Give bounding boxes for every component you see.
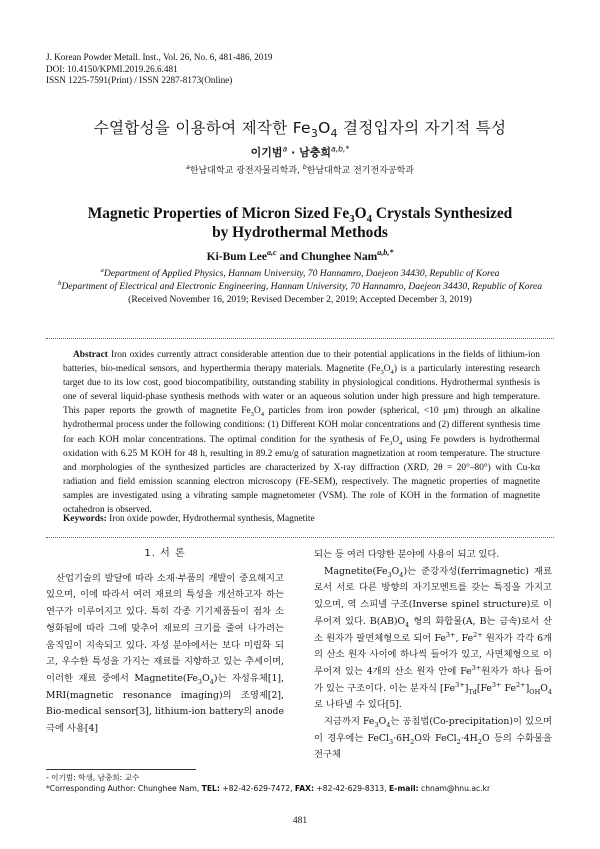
body-paragraph bbox=[46, 571, 284, 738]
superscript: 3+ bbox=[455, 680, 465, 689]
footnotes bbox=[46, 772, 490, 794]
subscript: 2 bbox=[410, 737, 415, 746]
footnote-text: *Corresponding Author: Chunghee Nam, bbox=[46, 784, 202, 793]
body-text: 로 나타낼 수 있다[5]. bbox=[314, 699, 402, 711]
body-text: )는 준강자성(ferrimagnetic) 재료로서 서로 다른 방향의 자기모멘트를 갖는 특징을 가지고 있으며, 역 스피넬 구조(Inverse spinel structure)로 이루어져 있다. B(AB)O bbox=[314, 565, 552, 627]
abstract bbox=[63, 348, 540, 517]
affiliation-text: Department of Applied Physics, Hannam University, 70 Hannamro, Daejeon 34430, Republic of Korea bbox=[103, 268, 500, 279]
subscript: 3 bbox=[197, 677, 203, 686]
korean-title-part: O bbox=[318, 119, 331, 137]
footnote-corresponding bbox=[46, 783, 490, 794]
body-text: O bbox=[378, 716, 387, 728]
superscript: 3+ bbox=[471, 663, 482, 672]
abstract-label: Abstract bbox=[73, 350, 108, 360]
abstract-text: particles from iron powder (spherical, <10 μm) through an alkaline hydrothermal process under the following conditions: (1) Different KOH molar concentrations and (2) different synthesis time for each KOH molar concentrations. The optimal condition for the synthesis of Fe bbox=[63, 406, 540, 445]
english-authors bbox=[0, 248, 600, 263]
subscript: 3 bbox=[387, 570, 392, 579]
korean-title-part: 수열합성을 이용하여 제작한 Fe bbox=[93, 119, 311, 137]
korean-authors bbox=[0, 144, 600, 160]
subscript: 4 bbox=[547, 687, 553, 696]
journal-issn: ISSN 1225-7591(Print) / ISSN 2287-8173(Online) bbox=[46, 75, 233, 86]
email-text: chnam@hnu.ac.kr bbox=[418, 784, 491, 793]
body-paragraph bbox=[314, 564, 552, 714]
superscript: 3+ bbox=[491, 680, 502, 689]
keywords-text: Iron oxide powder, Hydrothermal synthesis, Magnetite bbox=[106, 514, 315, 524]
subscript: 4 bbox=[386, 720, 391, 729]
footnote-rule bbox=[46, 769, 196, 770]
body-text: Fe bbox=[501, 682, 517, 694]
body-text: O와 FeCl bbox=[414, 732, 457, 744]
subscript: 2 bbox=[456, 737, 461, 746]
subscript: 3 bbox=[388, 737, 394, 746]
affiliation-text: Department of Electrical and Electronic Engineering, Hannam University, 70 Hannamro, Daejeon 34430, Republic of Korea bbox=[61, 281, 543, 293]
korean-affiliations bbox=[0, 163, 600, 176]
body-text: 산업기술의 발달에 따라 소재·부품의 개발이 중요해지고 있으며, 이에 따라서 여러 재료의 특성을 개선하고자 하는 연구가 이루어지고 있다. 특히 각종 기기제품들이 점차 소형화됨에 따라 그에 맞추어 재료의 크기를 줄여 나가려는 움직임이 지속되고 있다. 자성 분야에서는 보다 미립화 되고, 우수한 특성을 가지는 재료를 지향하고 있는 추세이며, 이러한 재료 중에서 Magnetite(Fe bbox=[46, 572, 284, 684]
abstract-text: Iron oxides currently attract considerable attention due to their potential applications in the fields of lithium-ion batteries, bio-medical sensors, and hyperthermia therapy materials. Magnetite (Fe bbox=[63, 350, 540, 375]
affiliation-mark: b bbox=[57, 280, 62, 288]
affiliation-text: 한남대학교 광전자물리학과, bbox=[189, 166, 303, 176]
received-dates: (Received November 16, 2019; Revised December 2, 2019; Accepted December 3, 2019) bbox=[128, 294, 472, 306]
subscript: 4 bbox=[366, 213, 372, 226]
body-text: 원자가 하나 들어가 있는 구조이다. 이는 분자식 [Fe bbox=[314, 665, 553, 694]
subscript: 2 bbox=[477, 737, 482, 746]
subscript: 4 bbox=[209, 677, 214, 686]
subscript: 3 bbox=[349, 213, 355, 226]
author-name: Chunghee Nam bbox=[300, 251, 378, 263]
abstract-text: O bbox=[253, 406, 261, 417]
body-text: 원자가 각각 6개의 산소 원자 사이에 하나씩 들어가 있고, 사면체형으로 이루어져 있는 4개의 산소 원자 안에 Fe bbox=[314, 632, 552, 677]
affiliation-mark: a bbox=[100, 266, 104, 274]
subscript: 4 bbox=[390, 368, 394, 376]
footnote-text: +82-42-629-7472, bbox=[219, 784, 295, 793]
author-name: 이기범 bbox=[250, 146, 283, 159]
journal-header bbox=[46, 52, 273, 87]
english-title-line2: by Hydrothermal Methods bbox=[212, 224, 388, 241]
subscript: 4 bbox=[260, 411, 265, 419]
body-text: O bbox=[391, 565, 400, 577]
subscript: 3 bbox=[389, 439, 393, 447]
korean-title-part: 결정입자의 자기적 특성 bbox=[337, 119, 507, 137]
english-title-line1 bbox=[0, 204, 600, 226]
footnote-text: +82-42-629-8313, bbox=[314, 784, 389, 793]
body-text: O bbox=[540, 682, 548, 694]
journal-doi: DOI: 10.4150/KPMI.2019.26.6.481 bbox=[46, 63, 178, 74]
body-text: 는 공침법(Co-precipitation)이 있으며 이 경우에는 FeCl bbox=[314, 716, 552, 744]
body-text: ] bbox=[464, 682, 469, 694]
page-number: 481 bbox=[292, 816, 308, 826]
affiliation-mark: b bbox=[302, 164, 307, 171]
affiliation-mark: a bbox=[282, 144, 288, 154]
korean-title bbox=[0, 116, 600, 141]
affiliation-mark: a,b,* bbox=[377, 248, 394, 258]
affiliation-mark: a,c bbox=[267, 248, 277, 258]
affiliation-a bbox=[30, 267, 570, 280]
keywords-label: Keywords: bbox=[63, 514, 107, 524]
footnote-label: TEL: bbox=[201, 784, 220, 793]
subscript: 3 bbox=[250, 411, 254, 419]
divider-top bbox=[46, 338, 554, 339]
body-text: O bbox=[202, 672, 210, 684]
section-heading: 1. 서 론 bbox=[144, 548, 186, 559]
body-paragraph bbox=[314, 714, 552, 764]
body-text: 지금까지 Fe bbox=[324, 716, 375, 728]
abstract-text: ) is a particularly interesting research target due to its low cost, good biocompatibility, outstanding stability in physiological conditions. Hydrothermal synthesis is one of several liquid-phase synthesis methods with water or an aqueous solution under high pressure and high temperature. This paper reports the growth of magnetite Fe bbox=[63, 364, 540, 417]
body-text: 형의 화합물(A, B는 금속)로서 산소 원자가 팔면체형으로 되어 Fe bbox=[314, 615, 552, 644]
body-text: ] bbox=[525, 682, 530, 694]
affiliation-mark: a bbox=[186, 164, 190, 171]
subscript: 3 bbox=[380, 368, 384, 376]
affiliation-text: 한남대학교 전기전자공학과 bbox=[306, 166, 414, 176]
body-text: [Fe bbox=[476, 682, 492, 694]
subscript: 4 bbox=[405, 620, 410, 629]
affiliation-b bbox=[14, 280, 586, 293]
body-text: ·4H bbox=[460, 732, 478, 744]
author-name: Ki-Bum Lee bbox=[206, 251, 267, 263]
superscript: 2+ bbox=[516, 680, 526, 689]
body-left-column bbox=[46, 546, 284, 738]
subscript: 4 bbox=[399, 570, 404, 579]
body-text: , Fe bbox=[455, 632, 474, 644]
body-paragraph: 되는 등 여러 다양한 분야에 사용이 되고 있다. bbox=[314, 549, 500, 560]
body-text: )는 자성유체[1], MRI(magnetic resonance imaging)의 조영제[2], Bio-medical sensor[3], lithium-ion battery의 anode극에 사용[4] bbox=[46, 672, 284, 735]
superscript: 2+ bbox=[473, 630, 483, 639]
author-separator: and bbox=[276, 251, 301, 263]
english-title bbox=[0, 204, 600, 242]
abstract-text: using Fe powders is hydrothermal oxidation with 6.25 M KOH for 48 h, resulting in 89.2 emu/g of saturation magnetization at room temperature. The structure and morphologies of the synthesized particles are characterized by X-ray diffraction (XRD, 2θ = 20°–80°) with Cu-kα radiation and field emission scanning electron microscopy (FE-SEM), respectively. The magnetic properties of magnetite samples are investigated using a vibrating sample magnetometer (VSM). The role of KOH in the formation of magnetite octahedron is observed. bbox=[63, 434, 540, 516]
english-affiliations bbox=[30, 267, 570, 307]
keywords bbox=[63, 514, 540, 524]
author-name: 남충희 bbox=[299, 146, 331, 159]
title-part: O bbox=[354, 205, 367, 222]
abstract-text: O bbox=[392, 434, 400, 445]
title-part: Magnetic Properties of Micron Sized Fe bbox=[87, 205, 350, 222]
subscript: 3 bbox=[374, 720, 379, 729]
author-separator: · bbox=[287, 146, 300, 159]
body-right-column bbox=[314, 547, 552, 764]
subscript: 3 bbox=[310, 127, 319, 141]
superscript: 3+ bbox=[445, 630, 456, 639]
body-text: Magnetite(Fe bbox=[324, 565, 388, 577]
subscript: OH bbox=[529, 687, 541, 696]
affiliation-mark: a,b,* bbox=[331, 144, 350, 154]
footnote-roles: - 이기범: 학생, 남충희: 교수 bbox=[46, 773, 140, 782]
divider-bottom bbox=[46, 537, 554, 538]
abstract-text: O bbox=[383, 364, 391, 375]
subscript: 4 bbox=[399, 439, 403, 447]
footnote-label: E-mail: bbox=[388, 784, 419, 793]
subscript: 4 bbox=[330, 127, 338, 141]
body-text: ·6H bbox=[393, 732, 411, 744]
body-text: O 등의 수화물을 전구체 bbox=[314, 732, 552, 761]
subscript: Td bbox=[468, 687, 477, 696]
journal-citation: J. Korean Powder Metall. Inst., Vol. 26, No. 6, 481-486, 2019 bbox=[46, 52, 273, 62]
footnote-label: FAX: bbox=[294, 784, 314, 793]
title-part: Crystals Synthesized bbox=[371, 205, 513, 222]
